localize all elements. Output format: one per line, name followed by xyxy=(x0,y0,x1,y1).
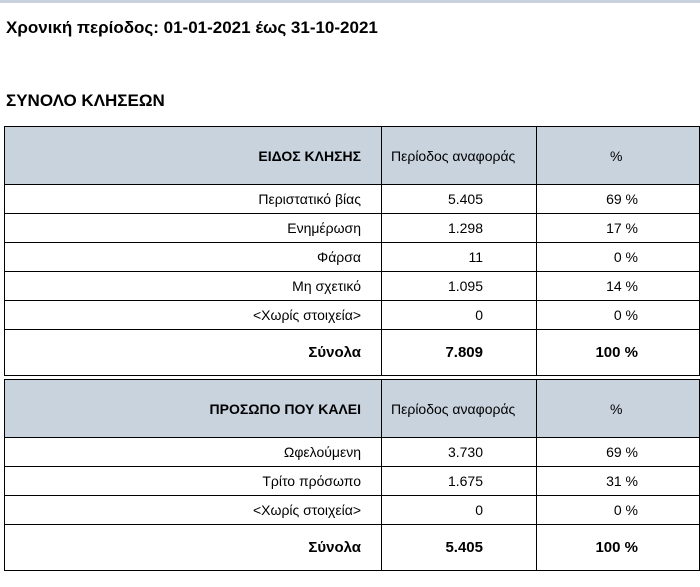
row-count: 5.405 xyxy=(382,185,537,214)
total-label: Σύνολα xyxy=(5,330,382,376)
row-label: Ενημέρωση xyxy=(5,214,382,243)
row-percent: 0 % xyxy=(537,243,700,272)
table-row xyxy=(5,496,700,525)
row-percent: 31 % xyxy=(537,467,700,496)
header-percent: % xyxy=(537,380,700,438)
table-total-row xyxy=(5,525,700,571)
reporting-period: Χρονική περίοδος: 01-01-2021 έως 31-10-2021 xyxy=(6,18,378,37)
table-row xyxy=(5,272,700,301)
row-label: Τρίτο πρόσωπο xyxy=(5,467,382,496)
header-period: Περίοδος αναφοράς xyxy=(382,380,537,438)
row-count: 0 xyxy=(382,496,537,525)
row-percent: 17 % xyxy=(537,214,700,243)
row-label: <Χωρίς στοιχεία> xyxy=(5,496,382,525)
total-percent: 100 % xyxy=(537,525,700,571)
table-row xyxy=(5,301,700,330)
row-count: 0 xyxy=(382,301,537,330)
table-total-row xyxy=(5,330,700,376)
row-label: Φάρσα xyxy=(5,243,382,272)
table-row xyxy=(5,214,700,243)
top-rule xyxy=(0,0,700,3)
row-label: Περιστατικό βίας xyxy=(5,185,382,214)
table-row xyxy=(5,438,700,467)
total-percent: 100 % xyxy=(537,330,700,376)
header-category: ΠΡΟΣΩΠΟ ΠΟΥ ΚΑΛΕΙ xyxy=(5,380,382,438)
row-count: 1.298 xyxy=(382,214,537,243)
total-count: 7.809 xyxy=(382,330,537,376)
row-count: 1.095 xyxy=(382,272,537,301)
row-label: Μη σχετικό xyxy=(5,272,382,301)
section-title: ΣΥΝΟΛΟ ΚΛΗΣΕΩΝ xyxy=(6,91,165,110)
total-label: Σύνολα xyxy=(5,525,382,571)
row-percent: 69 % xyxy=(537,185,700,214)
calls-report-table xyxy=(4,126,700,571)
row-label: <Χωρίς στοιχεία> xyxy=(5,301,382,330)
table-header-caller xyxy=(5,380,700,438)
row-percent: 0 % xyxy=(537,301,700,330)
row-percent: 14 % xyxy=(537,272,700,301)
table-header-call-type xyxy=(5,127,700,185)
row-count: 1.675 xyxy=(382,467,537,496)
header-percent: % xyxy=(537,127,700,185)
row-percent: 0 % xyxy=(537,496,700,525)
total-count: 5.405 xyxy=(382,525,537,571)
header-category: ΕΙΔΟΣ ΚΛΗΣΗΣ xyxy=(5,127,382,185)
header-period: Περίοδος αναφοράς xyxy=(382,127,537,185)
row-count: 3.730 xyxy=(382,438,537,467)
table-row xyxy=(5,185,700,214)
row-percent: 69 % xyxy=(537,438,700,467)
table-row xyxy=(5,467,700,496)
table-row xyxy=(5,243,700,272)
row-label: Ωφελούμενη xyxy=(5,438,382,467)
row-count: 11 xyxy=(382,243,537,272)
